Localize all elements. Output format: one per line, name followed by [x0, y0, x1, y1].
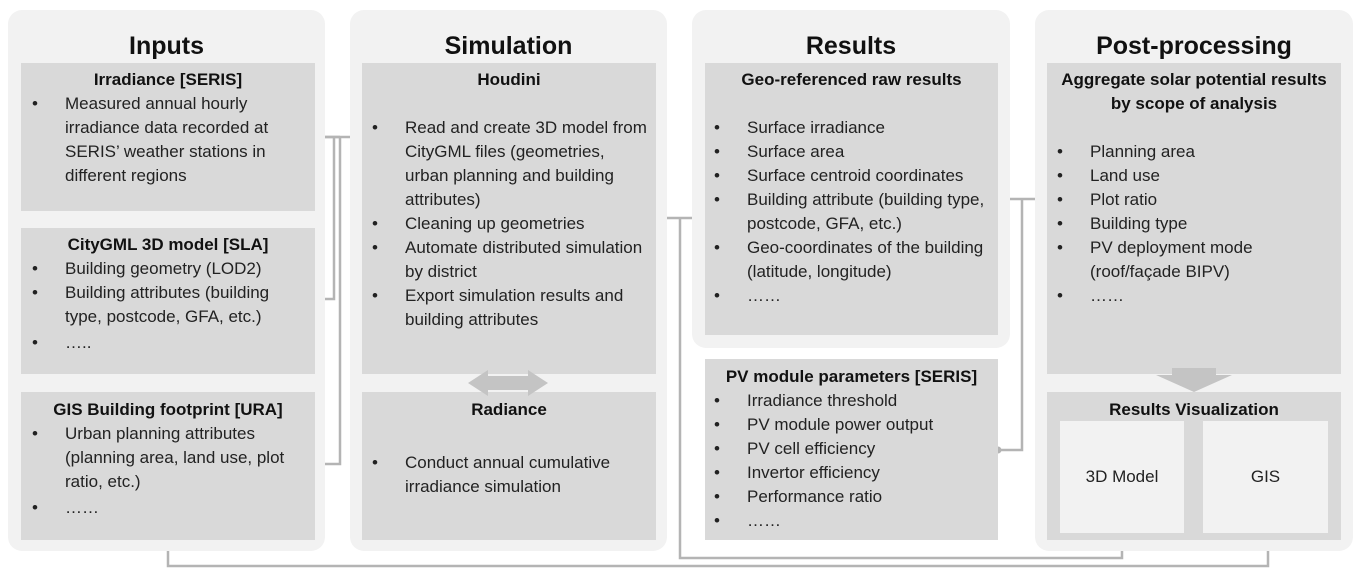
- viz-3d-model: [1060, 421, 1184, 533]
- list-item: • PV cell efficiency: [747, 437, 992, 461]
- list-item: • Invertor efficiency: [747, 461, 992, 485]
- double-arrow-icon: [466, 368, 550, 398]
- down-arrow-icon: [1154, 367, 1234, 393]
- list-item: • Geo-coordinates of the building (latitude, longitude): [747, 236, 992, 284]
- box-houdini: [362, 63, 656, 374]
- box-raw-results: [705, 63, 998, 335]
- box-title-citygml: CityGML 3D model [SLA]: [67, 235, 269, 254]
- list-item: • ……: [65, 496, 310, 520]
- list-item: • Read and create 3D model from CityGML files (geometries, urban planning and building attributes): [405, 116, 650, 212]
- list-item: • Urban planning attributes (planning area, land use, plot ratio, etc.): [65, 422, 310, 494]
- viz-gis-label: GIS: [1250, 467, 1281, 486]
- box-citygml: [21, 228, 315, 374]
- box-radiance: [362, 392, 656, 540]
- list-item: • Measured annual hourly irradiance data recorded at SERIS’ weather stations in different regions: [65, 92, 305, 188]
- box-title-gis-footprint: GIS Building footprint [URA]: [53, 400, 283, 419]
- box-title-aggregate: Aggregate solar potential results by scope of analysis: [1061, 70, 1327, 113]
- panel-title-simulation: Simulation: [444, 32, 573, 60]
- panel-title-postprocessing: Post-processing: [1096, 32, 1292, 60]
- list-item: • Surface irradiance: [747, 116, 992, 140]
- box-title-irradiance: Irradiance [SERIS]: [93, 70, 243, 89]
- box-title-radiance: Radiance: [471, 400, 547, 419]
- viz-gis: [1203, 421, 1328, 533]
- box-gis-footprint: [21, 392, 315, 540]
- list-item: • Building type: [1090, 212, 1335, 236]
- list-item: • Surface area: [747, 140, 992, 164]
- list-item: • Performance ratio: [747, 485, 992, 509]
- box-title-pv-parameters: PV module parameters [SERIS]: [725, 367, 978, 386]
- list-item: • PV module power output: [747, 413, 992, 437]
- list-item: • ……: [747, 284, 992, 308]
- list-item: • …..: [65, 331, 305, 355]
- box-title-houdini: Houdini: [477, 70, 541, 89]
- list-item: • Export simulation results and building attributes: [405, 284, 650, 332]
- box-aggregate: [1047, 63, 1341, 374]
- box-pv-parameters: [705, 359, 998, 540]
- panel-title-results: Results: [805, 32, 897, 60]
- list-item: • Irradiance threshold: [747, 389, 992, 413]
- list-item: • Building geometry (LOD2): [65, 257, 305, 281]
- list-item: • Plot ratio: [1090, 188, 1335, 212]
- box-title-raw-results: Geo-referenced raw results: [741, 70, 962, 89]
- viz-3d-model-label: 3D Model: [1085, 467, 1159, 486]
- list-item: • Building attribute (building type, postcode, GFA, etc.): [747, 188, 992, 236]
- list-item: • Land use: [1090, 164, 1335, 188]
- box-title-visualization: Results Visualization: [1109, 400, 1279, 419]
- list-item: • Building attributes (building type, postcode, GFA, etc.): [65, 281, 305, 329]
- list-item: • Surface centroid coordinates: [747, 164, 992, 188]
- list-item: • Planning area: [1090, 140, 1335, 164]
- list-item: • ……: [1090, 284, 1335, 308]
- box-irradiance: [21, 63, 315, 211]
- list-item: • ……: [747, 509, 992, 533]
- list-item: • Conduct annual cumulative irradiance simulation: [405, 451, 650, 499]
- panel-title-inputs: Inputs: [129, 32, 204, 60]
- list-item: • Automate distributed simulation by district: [405, 236, 650, 284]
- list-item: • PV deployment mode (roof/façade BIPV): [1090, 236, 1335, 284]
- list-item: • Cleaning up geometries: [405, 212, 650, 236]
